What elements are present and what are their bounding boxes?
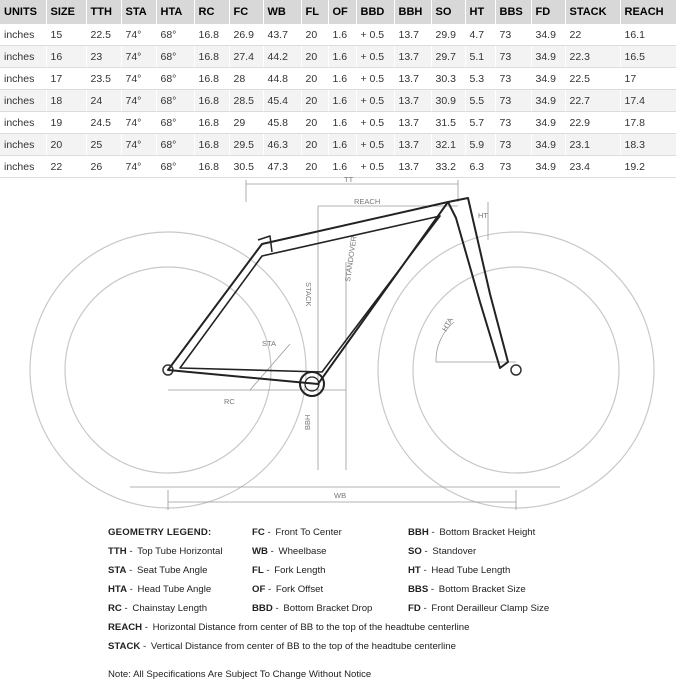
legend-item: WB - Wheelbase <box>252 546 327 557</box>
table-cell: 16.5 <box>620 46 676 68</box>
table-cell: 68° <box>156 24 194 46</box>
header-hta: HTA <box>156 0 194 24</box>
table-cell: 74° <box>121 24 156 46</box>
table-cell: inches <box>0 112 46 134</box>
legend-item: HTA - Head Tube Angle <box>108 584 212 595</box>
table-cell: 23 <box>86 46 121 68</box>
table-cell: 5.7 <box>465 112 495 134</box>
table-cell: 68° <box>156 68 194 90</box>
legend-item: BBD - Bottom Bracket Drop <box>252 603 373 614</box>
label-sta: STA <box>262 339 277 348</box>
table-cell: 43.7 <box>263 24 301 46</box>
table-row <box>0 68 676 90</box>
table-cell: 1.6 <box>328 68 356 90</box>
table-cell: 20 <box>46 134 86 156</box>
table-cell: 74° <box>121 112 156 134</box>
table-cell: 18.3 <box>620 134 676 156</box>
table-cell: 5.1 <box>465 46 495 68</box>
table-cell: 22 <box>565 24 620 46</box>
header-bbh: BBH <box>394 0 431 24</box>
table-cell: 74° <box>121 68 156 90</box>
table-cell: 46.3 <box>263 134 301 156</box>
header-sta: STA <box>121 0 156 24</box>
table-cell: 4.7 <box>465 24 495 46</box>
legend-item: FL - Fork Length <box>252 565 326 576</box>
table-cell: 17.8 <box>620 112 676 134</box>
table-cell: 73 <box>495 68 531 90</box>
table-cell: 34.9 <box>531 156 565 178</box>
table-cell: + 0.5 <box>356 156 394 178</box>
table-cell: 34.9 <box>531 24 565 46</box>
table-row <box>0 46 676 68</box>
table-cell: 25 <box>86 134 121 156</box>
header-row <box>0 0 676 24</box>
table-cell: 16.8 <box>194 68 229 90</box>
table-cell: 6.3 <box>465 156 495 178</box>
table-cell: 68° <box>156 156 194 178</box>
table-cell: 23.1 <box>565 134 620 156</box>
label-wb: WB <box>334 491 347 500</box>
table-cell: 34.9 <box>531 134 565 156</box>
header-stack: STACK <box>565 0 620 24</box>
table-cell: inches <box>0 90 46 112</box>
table-cell: 23.5 <box>86 68 121 90</box>
table-cell: 1.6 <box>328 156 356 178</box>
table-cell: 74° <box>121 46 156 68</box>
legend-stack: STACK - Vertical Distance from center of BB to the top of the headtube centerline <box>108 641 456 652</box>
table-cell: 22 <box>46 156 86 178</box>
table-cell: 13.7 <box>394 90 431 112</box>
table-cell: 34.9 <box>531 90 565 112</box>
table-cell: 17 <box>620 68 676 90</box>
table-cell: 17 <box>46 68 86 90</box>
legend-item: BBS - Bottom Bracket Size <box>408 584 526 595</box>
table-cell: 24.5 <box>86 112 121 134</box>
header-fd: FD <box>531 0 565 24</box>
table-cell: 28 <box>229 68 263 90</box>
label-reach: REACH <box>354 197 381 206</box>
label-hta: HTA <box>439 315 455 333</box>
table-cell: 47.3 <box>263 156 301 178</box>
table-cell: inches <box>0 46 46 68</box>
label-bbh: BBH <box>303 414 312 430</box>
table-cell: inches <box>0 68 46 90</box>
table-cell: 13.7 <box>394 156 431 178</box>
table-cell: 26 <box>86 156 121 178</box>
table-cell: 34.9 <box>531 46 565 68</box>
table-cell: 45.8 <box>263 112 301 134</box>
table-cell: 16.8 <box>194 24 229 46</box>
table-cell: 73 <box>495 24 531 46</box>
header-wb: WB <box>263 0 301 24</box>
table-cell: 68° <box>156 134 194 156</box>
header-units: UNITS <box>0 0 46 24</box>
table-cell: 30.9 <box>431 90 465 112</box>
table-cell: 22.5 <box>86 24 121 46</box>
table-cell: 18 <box>46 90 86 112</box>
table-cell: 16.8 <box>194 156 229 178</box>
table-cell: 44.2 <box>263 46 301 68</box>
table-cell: 20 <box>301 46 328 68</box>
table-body <box>0 24 676 178</box>
table-row <box>0 24 676 46</box>
table-cell: 13.7 <box>394 112 431 134</box>
table-cell: 22.3 <box>565 46 620 68</box>
header-bbs: BBS <box>495 0 531 24</box>
header-rc: RC <box>194 0 229 24</box>
table-cell: 29 <box>229 112 263 134</box>
header-fc: FC <box>229 0 263 24</box>
table-cell: 20 <box>301 68 328 90</box>
table-row <box>0 134 676 156</box>
table-cell: 26.9 <box>229 24 263 46</box>
table-cell: 13.7 <box>394 68 431 90</box>
table-cell: 5.9 <box>465 134 495 156</box>
table-cell: inches <box>0 156 46 178</box>
table-cell: 20 <box>301 134 328 156</box>
header-bbd: BBD <box>356 0 394 24</box>
legend-item: SO - Standover <box>408 546 477 557</box>
header-reach: REACH <box>620 0 676 24</box>
bike-geometry-diagram <box>0 172 676 512</box>
table-cell: 74° <box>121 156 156 178</box>
table-cell: 31.5 <box>431 112 465 134</box>
table-cell: 32.1 <box>431 134 465 156</box>
table-row <box>0 112 676 134</box>
table-cell: 17.4 <box>620 90 676 112</box>
table-cell: 20 <box>301 112 328 134</box>
table-cell: 30.3 <box>431 68 465 90</box>
table-cell: inches <box>0 134 46 156</box>
table-cell: 23.4 <box>565 156 620 178</box>
label-tt: TT <box>344 175 354 184</box>
table-cell: 19 <box>46 112 86 134</box>
header-so: SO <box>431 0 465 24</box>
header-fl: FL <box>301 0 328 24</box>
table-cell: 22.5 <box>565 68 620 90</box>
legend-item: FC - Front To Center <box>252 527 342 538</box>
label-rc: RC <box>224 397 235 406</box>
label-standover: STANDOVER <box>343 235 359 283</box>
table-cell: 74° <box>121 90 156 112</box>
label-ht: HT <box>478 211 488 220</box>
table-cell: 20 <box>301 90 328 112</box>
table-cell: 73 <box>495 90 531 112</box>
table-cell: 73 <box>495 112 531 134</box>
table-cell: 13.7 <box>394 24 431 46</box>
table-cell: + 0.5 <box>356 46 394 68</box>
table-cell: + 0.5 <box>356 68 394 90</box>
legend-item: RC - Chainstay Length <box>108 603 208 614</box>
legend-item: TTH - Top Tube Horizontal <box>108 546 223 557</box>
header-tth: TTH <box>86 0 121 24</box>
table-cell: + 0.5 <box>356 24 394 46</box>
table-cell: 28.5 <box>229 90 263 112</box>
table-cell: + 0.5 <box>356 90 394 112</box>
legend-item: OF - Fork Offset <box>252 584 324 595</box>
legend-title: GEOMETRY LEGEND: <box>108 527 212 538</box>
table-cell: 1.6 <box>328 46 356 68</box>
table-cell: 16.1 <box>620 24 676 46</box>
table-cell: 13.7 <box>394 134 431 156</box>
table-cell: 16 <box>46 46 86 68</box>
table-cell: 5.5 <box>465 90 495 112</box>
table-cell: 24 <box>86 90 121 112</box>
table-cell: 68° <box>156 90 194 112</box>
table-cell: 33.2 <box>431 156 465 178</box>
table-cell: 30.5 <box>229 156 263 178</box>
table-cell: 68° <box>156 112 194 134</box>
table-cell: 34.9 <box>531 112 565 134</box>
table-cell: 1.6 <box>328 134 356 156</box>
table-cell: + 0.5 <box>356 112 394 134</box>
table-cell: 16.8 <box>194 46 229 68</box>
table-cell: 20 <box>301 156 328 178</box>
table-cell: 16.8 <box>194 112 229 134</box>
table-row <box>0 90 676 112</box>
front-axle <box>511 365 521 375</box>
legend-item: HT - Head Tube Length <box>408 565 511 576</box>
table-cell: 22.9 <box>565 112 620 134</box>
legend-item: FD - Front Derailleur Clamp Size <box>408 603 550 614</box>
table-cell: 1.6 <box>328 24 356 46</box>
table-cell: 29.5 <box>229 134 263 156</box>
geometry-table <box>0 0 676 178</box>
bike-frame <box>168 198 508 396</box>
table-cell: 68° <box>156 46 194 68</box>
table-cell: inches <box>0 24 46 46</box>
table-cell: 15 <box>46 24 86 46</box>
header-size: SIZE <box>46 0 86 24</box>
legend-reach: REACH - Horizontal Distance from center of BB to the top of the headtube centerline <box>108 622 470 633</box>
table-cell: 73 <box>495 134 531 156</box>
table-cell: 27.4 <box>229 46 263 68</box>
table-cell: 29.7 <box>431 46 465 68</box>
table-cell: 44.8 <box>263 68 301 90</box>
header-of: OF <box>328 0 356 24</box>
table-cell: 73 <box>495 46 531 68</box>
table-cell: 1.6 <box>328 112 356 134</box>
table-cell: 13.7 <box>394 46 431 68</box>
table-cell: 45.4 <box>263 90 301 112</box>
table-cell: 20 <box>301 24 328 46</box>
table-cell: 16.8 <box>194 90 229 112</box>
legend-item: STA - Seat Tube Angle <box>108 565 208 576</box>
table-cell: 34.9 <box>531 68 565 90</box>
table-cell: 29.9 <box>431 24 465 46</box>
label-stack: STACK <box>304 282 313 307</box>
table-cell: 1.6 <box>328 90 356 112</box>
table-cell: 74° <box>121 134 156 156</box>
table-cell: 19.2 <box>620 156 676 178</box>
table-cell: 73 <box>495 156 531 178</box>
legend-note: Note: All Specifications Are Subject To Change Without Notice <box>108 669 372 680</box>
header-ht: HT <box>465 0 495 24</box>
table-cell: 22.7 <box>565 90 620 112</box>
table-cell: 16.8 <box>194 134 229 156</box>
table-cell: 5.3 <box>465 68 495 90</box>
legend-item: BBH - Bottom Bracket Height <box>408 527 536 538</box>
table-cell: + 0.5 <box>356 134 394 156</box>
